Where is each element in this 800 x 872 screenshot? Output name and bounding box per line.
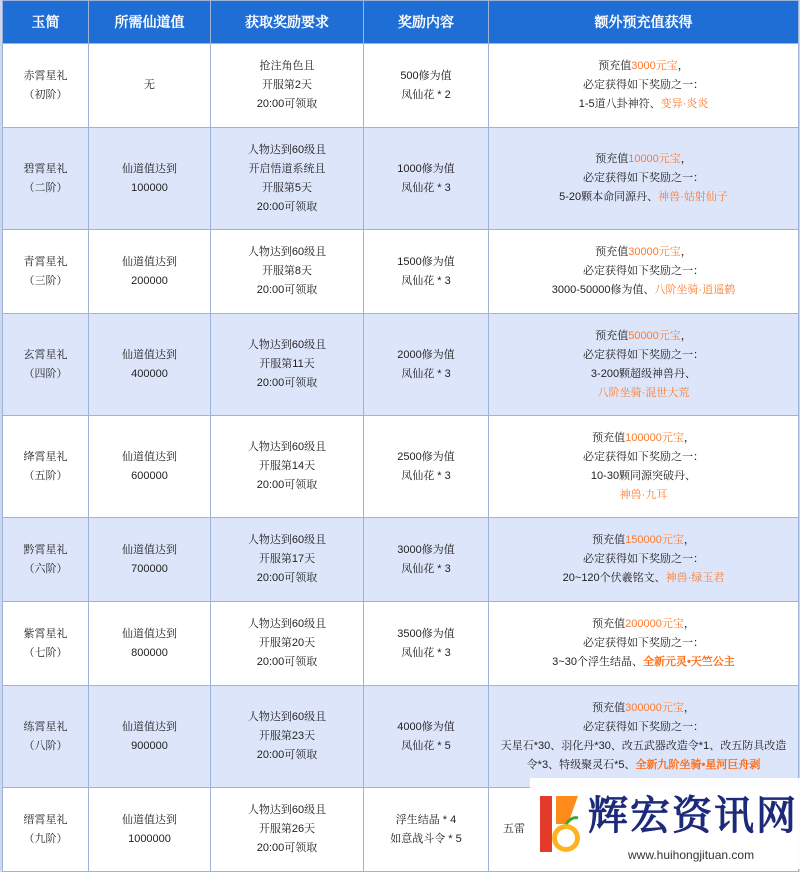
jade-name-cell-line: （三阶） bbox=[23, 274, 68, 287]
extra-highlight-text: 200000元宝 bbox=[625, 618, 684, 630]
extra-text: 20~120个伏羲铭文、 bbox=[562, 572, 666, 584]
reward-cell-line: 1000修为值 bbox=[397, 162, 455, 175]
requirement-cell-line: 开服第8天 bbox=[261, 265, 313, 277]
requirement-cell-line: 开服第17天 bbox=[258, 553, 316, 565]
extra-text: 必定获得如下奖励之一： bbox=[583, 720, 704, 733]
reward-cell-line: 2500修为值 bbox=[397, 450, 455, 463]
extra-reward-cell bbox=[489, 602, 799, 686]
reward-cell-line: 凤仙花 * 3 bbox=[401, 181, 451, 194]
jade-name-cell-line: 赤霄星礼 bbox=[23, 69, 68, 82]
requirement-cell bbox=[211, 518, 364, 602]
need-value-cell bbox=[89, 686, 211, 788]
jade-name-cell bbox=[3, 686, 89, 788]
need-value-cell bbox=[89, 44, 211, 128]
extra-text: 必定获得如下奖励之一： bbox=[583, 637, 704, 649]
extra-highlight-text: 全新元灵•天竺公主 bbox=[642, 656, 735, 668]
extra-text: 预充值 bbox=[592, 618, 626, 630]
requirement-cell bbox=[211, 686, 364, 788]
table-row bbox=[3, 518, 799, 602]
extra-highlight-text: 100000元宝 bbox=[625, 431, 684, 444]
requirement-cell-line: 开服第26天 bbox=[258, 823, 316, 835]
extra-text: 必定获得如下奖励之一： bbox=[583, 79, 704, 91]
extra-text: 预充值 bbox=[595, 153, 629, 165]
reward-cell-line: 500修为值 bbox=[400, 69, 452, 82]
extra-text: 必定获得如下奖励之一： bbox=[583, 348, 704, 361]
reward-cell-line: 凤仙花 * 3 bbox=[401, 274, 451, 287]
extra-highlight-text: 50000元宝 bbox=[628, 329, 681, 342]
requirement-cell-line: 20:00可领取 bbox=[256, 749, 318, 761]
extra-reward-cell bbox=[489, 230, 799, 314]
requirement-cell bbox=[211, 416, 364, 518]
jade-name-cell-line: （七阶） bbox=[23, 646, 68, 659]
header-row bbox=[3, 1, 799, 44]
extra-text: 预充值 bbox=[595, 329, 629, 342]
requirement-cell-line: 人物达到60级且 bbox=[247, 441, 327, 453]
requirement-cell-line: 人物达到60级且 bbox=[247, 339, 327, 351]
extra-text: 令*3、特级聚灵石*5、 bbox=[526, 758, 636, 771]
jade-name-cell-line: 玄霄星礼 bbox=[23, 348, 68, 361]
requirement-cell-line: 20:00可领取 bbox=[256, 377, 318, 389]
requirement-cell-line: 开启悟道系统且 bbox=[248, 162, 326, 175]
requirement-cell-line: 人物达到60级且 bbox=[247, 804, 327, 816]
reward-cell-line: 4000修为值 bbox=[397, 720, 455, 733]
reward-cell bbox=[364, 602, 489, 686]
need-value-cell bbox=[89, 128, 211, 230]
need-value-cell-line: 600000 bbox=[131, 469, 168, 482]
need-value-cell-line: 仙道值达到 bbox=[122, 255, 177, 268]
extra-highlight-text: 10000元宝 bbox=[628, 153, 681, 165]
need-value-cell-line: 100000 bbox=[131, 181, 168, 194]
extra-text: 1-5道八卦神符、 bbox=[578, 98, 661, 110]
need-value-cell bbox=[89, 230, 211, 314]
header-extra: 额外预充值获得 bbox=[489, 1, 799, 44]
jade-name-cell-line: （九阶） bbox=[23, 832, 68, 845]
requirement-cell-line: 20:00可领取 bbox=[256, 200, 318, 213]
extra-highlight-text: 神兽·九耳 bbox=[619, 488, 668, 501]
jade-name-cell bbox=[3, 416, 89, 518]
requirement-cell-line: 人物达到60级且 bbox=[247, 534, 327, 546]
need-value-cell-line: 800000 bbox=[131, 646, 168, 659]
watermark-url: www.huihongjituan.com bbox=[628, 848, 755, 862]
reward-cell bbox=[364, 686, 489, 788]
reward-cell-line: 浮生结晶 * 4 bbox=[395, 813, 457, 826]
requirement-cell-line: 开服第20天 bbox=[258, 637, 316, 649]
jade-name-cell-line: （四阶） bbox=[23, 367, 68, 380]
extra-text: ， bbox=[683, 701, 695, 714]
extra-reward-cell bbox=[489, 44, 799, 128]
need-value-cell bbox=[89, 518, 211, 602]
jade-name-cell-line: 黔霄星礼 bbox=[23, 543, 68, 556]
requirement-cell-line: 20:00可领取 bbox=[256, 479, 318, 491]
need-value-cell bbox=[89, 314, 211, 416]
jade-name-cell-line: 碧霄星礼 bbox=[23, 162, 68, 175]
watermark-emblem-icon bbox=[538, 788, 586, 858]
requirement-cell-line: 开服第5天 bbox=[261, 181, 313, 194]
extra-highlight-text: 神兽·绿玉君 bbox=[665, 572, 725, 584]
extra-text: 五雷 bbox=[503, 823, 525, 835]
jade-name-cell-line: 练霄星礼 bbox=[23, 720, 68, 733]
reward-table bbox=[2, 0, 799, 872]
extra-reward-cell bbox=[489, 128, 799, 230]
need-value-cell bbox=[89, 602, 211, 686]
reward-cell-line: 凤仙花 * 5 bbox=[401, 739, 451, 752]
requirement-cell-line: 人物达到60级且 bbox=[247, 618, 327, 630]
requirement-cell-line: 20:00可领取 bbox=[256, 284, 318, 296]
need-value-cell-line: 仙道值达到 bbox=[122, 348, 177, 361]
jade-name-cell bbox=[3, 44, 89, 128]
extra-highlight-text: 3000元宝 bbox=[631, 60, 678, 72]
table-row bbox=[3, 128, 799, 230]
requirement-cell-line: 人物达到60级且 bbox=[247, 143, 327, 156]
need-value-cell-line: 仙道值达到 bbox=[122, 627, 177, 640]
extra-text: 5-20颗本命同源丹、 bbox=[559, 191, 659, 203]
need-value-cell-line: 仙道值达到 bbox=[122, 450, 177, 463]
reward-cell-line: 凤仙花 * 3 bbox=[401, 469, 451, 482]
extra-text: 预充值 bbox=[592, 701, 626, 714]
extra-highlight-text: 八阶坐骑·混世大荒 bbox=[597, 386, 690, 399]
table-row bbox=[3, 230, 799, 314]
header-requirement: 获取奖励要求 bbox=[211, 1, 364, 44]
need-value-cell bbox=[89, 416, 211, 518]
need-value-cell-line: 1000000 bbox=[128, 832, 171, 845]
requirement-cell-line: 人物达到60级且 bbox=[247, 246, 327, 258]
jade-name-cell bbox=[3, 788, 89, 872]
jade-name-cell bbox=[3, 230, 89, 314]
header-need: 所需仙道值 bbox=[89, 1, 211, 44]
table-row bbox=[3, 686, 799, 788]
need-value-cell-line: 仙道值达到 bbox=[122, 813, 177, 826]
extra-highlight-text: 300000元宝 bbox=[625, 701, 684, 714]
reward-cell-line: 1500修为值 bbox=[397, 255, 455, 268]
extra-text: 必定获得如下奖励之一： bbox=[583, 450, 704, 463]
need-value-cell-line: 900000 bbox=[131, 739, 168, 752]
reward-cell-line: 凤仙花 * 3 bbox=[401, 367, 451, 380]
jade-name-cell-line: 紫霄星礼 bbox=[23, 627, 68, 640]
reward-cell-line: 凤仙花 * 2 bbox=[401, 88, 451, 101]
reward-cell bbox=[364, 128, 489, 230]
jade-name-cell-line: （五阶） bbox=[23, 469, 68, 482]
requirement-cell-line: 抢注角色且 bbox=[259, 60, 315, 72]
requirement-cell-line: 开服第14天 bbox=[258, 460, 316, 472]
reward-cell bbox=[364, 518, 489, 602]
extra-text: 必定获得如下奖励之一： bbox=[583, 553, 704, 565]
watermark-title: 辉宏资讯网 bbox=[588, 793, 798, 839]
need-value-cell-line: 200000 bbox=[131, 274, 168, 287]
extra-text: ， bbox=[683, 534, 695, 546]
jade-name-cell bbox=[3, 314, 89, 416]
table-row bbox=[3, 314, 799, 416]
requirement-cell-line: 20:00可领取 bbox=[256, 656, 318, 668]
requirement-cell bbox=[211, 44, 364, 128]
need-value-cell-line: 无 bbox=[144, 79, 155, 91]
extra-text: ， bbox=[683, 431, 695, 444]
table-row bbox=[3, 602, 799, 686]
jade-name-cell-line: （六阶） bbox=[23, 562, 68, 575]
jade-name-cell-line: （八阶） bbox=[23, 739, 68, 752]
extra-reward-cell bbox=[489, 416, 799, 518]
extra-reward-cell bbox=[489, 686, 799, 788]
need-value-cell-line: 仙道值达到 bbox=[122, 162, 177, 175]
requirement-cell-line: 开服第11天 bbox=[259, 358, 315, 370]
extra-text: 预充值 bbox=[595, 246, 629, 258]
extra-highlight-text: 八阶坐骑·逍遥鹤 bbox=[654, 284, 736, 296]
requirement-cell-line: 开服第23天 bbox=[258, 730, 316, 742]
extra-text: 3-200颗超级神兽丹、 bbox=[590, 367, 697, 380]
extra-text: ， bbox=[680, 153, 692, 165]
requirement-cell-line: 20:00可领取 bbox=[256, 572, 318, 584]
requirement-cell-line: 人物达到60级且 bbox=[247, 711, 327, 723]
jade-name-cell-line: （二阶） bbox=[23, 181, 68, 194]
requirement-cell bbox=[211, 788, 364, 872]
reward-cell bbox=[364, 416, 489, 518]
extra-text: ， bbox=[680, 246, 692, 258]
extra-highlight-text: 150000元宝 bbox=[625, 534, 684, 546]
reward-cell bbox=[364, 230, 489, 314]
requirement-cell-line: 20:00可领取 bbox=[256, 98, 318, 110]
extra-highlight-text: 变异·炎炎 bbox=[660, 98, 709, 110]
requirement-cell-line: 开服第2天 bbox=[261, 79, 313, 91]
header-jade: 玉简 bbox=[3, 1, 89, 44]
extra-text: 必定获得如下奖励之一： bbox=[583, 265, 704, 277]
jade-name-cell-line: （初阶） bbox=[23, 88, 68, 101]
jade-name-cell-line: 缙霄星礼 bbox=[23, 813, 68, 826]
jade-name-cell bbox=[3, 602, 89, 686]
reward-cell bbox=[364, 314, 489, 416]
header-reward: 奖励内容 bbox=[364, 1, 489, 44]
requirement-cell bbox=[211, 128, 364, 230]
extra-text: ， bbox=[683, 618, 695, 630]
extra-text: 必定获得如下奖励之一： bbox=[583, 172, 704, 184]
jade-name-cell-line: 青霄星礼 bbox=[23, 255, 68, 268]
extra-text: ， bbox=[680, 329, 692, 342]
extra-text: 预充值 bbox=[592, 431, 626, 444]
need-value-cell-line: 仙道值达到 bbox=[122, 543, 177, 556]
reward-cell-line: 凤仙花 * 3 bbox=[401, 562, 451, 575]
reward-cell bbox=[364, 44, 489, 128]
reward-cell-line: 3000修为值 bbox=[397, 543, 455, 556]
extra-reward-cell bbox=[489, 518, 799, 602]
jade-name-cell-line: 绛霄星礼 bbox=[23, 450, 68, 463]
extra-highlight-text: 神兽·姑射仙子 bbox=[658, 191, 728, 203]
extra-text: 3000-50000修为值、 bbox=[551, 284, 655, 296]
jade-name-cell bbox=[3, 128, 89, 230]
extra-text: 预充值 bbox=[592, 534, 626, 546]
requirement-cell-line: 20:00可领取 bbox=[256, 842, 318, 854]
need-value-cell bbox=[89, 788, 211, 872]
need-value-cell-line: 400000 bbox=[131, 367, 168, 380]
requirement-cell bbox=[211, 314, 364, 416]
extra-text: 10-30颗同源突破丹、 bbox=[590, 469, 697, 482]
extra-highlight-text: 30000元宝 bbox=[628, 246, 681, 258]
reward-cell bbox=[364, 788, 489, 872]
table-row bbox=[3, 44, 799, 128]
extra-highlight-text: 全新九阶坐骑•星河巨舟剥 bbox=[635, 758, 761, 771]
extra-text: 3~30个浮生结晶、 bbox=[552, 656, 643, 668]
extra-text: ， bbox=[677, 60, 689, 72]
reward-cell-line: 凤仙花 * 3 bbox=[401, 646, 451, 659]
watermark-logo bbox=[530, 778, 800, 869]
requirement-cell bbox=[211, 230, 364, 314]
extra-text: 天星石*30、羽化丹*30、改五武器改造令*1、改五防具改造 bbox=[500, 739, 787, 752]
reward-cell-line: 如意战斗令 * 5 bbox=[390, 832, 462, 845]
table-row bbox=[3, 416, 799, 518]
requirement-cell bbox=[211, 602, 364, 686]
extra-reward-cell bbox=[489, 314, 799, 416]
extra-text: 预充值 bbox=[598, 60, 632, 72]
reward-cell-line: 3500修为值 bbox=[397, 627, 455, 640]
reward-cell-line: 2000修为值 bbox=[397, 348, 455, 361]
need-value-cell-line: 仙道值达到 bbox=[122, 720, 177, 733]
need-value-cell-line: 700000 bbox=[131, 562, 168, 575]
jade-name-cell bbox=[3, 518, 89, 602]
